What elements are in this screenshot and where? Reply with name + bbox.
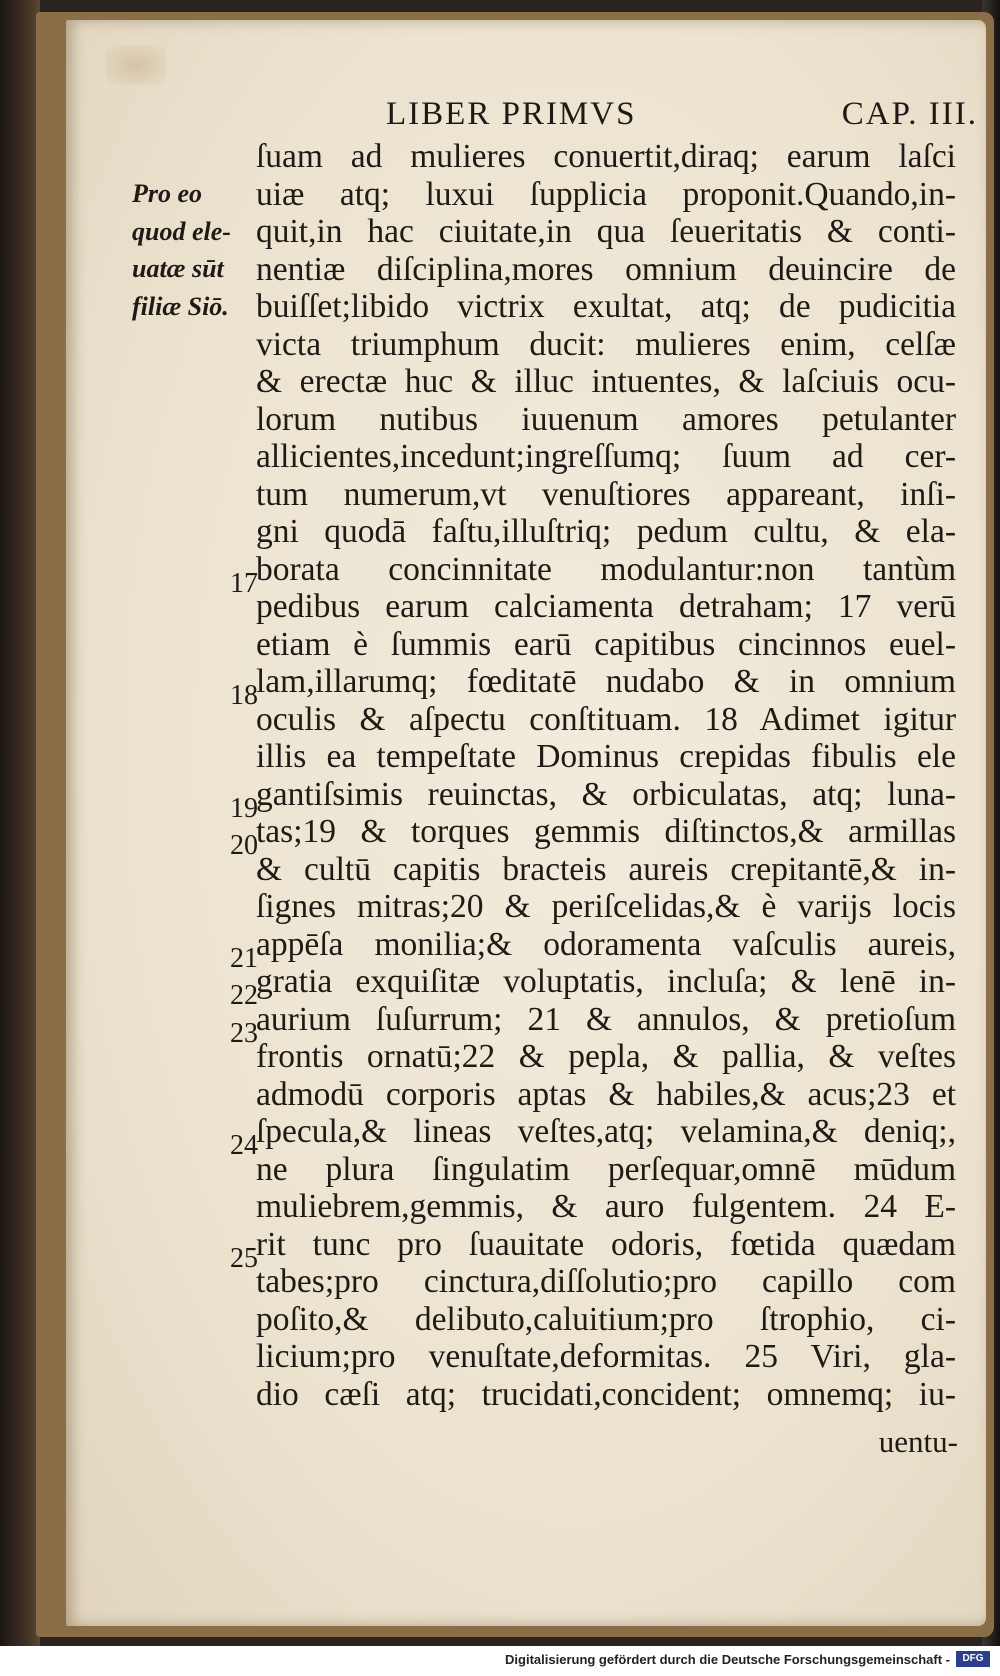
text-line: ne plura ſingulatim perſequar,omnē mūdum: [256, 1150, 956, 1188]
book-page: [36, 12, 994, 1637]
verse-number: 19: [230, 793, 258, 824]
marginal-note-line: quod ele-: [132, 216, 231, 246]
text-line: admodū corporis aptas & habiles,& acus;23 et: [256, 1075, 956, 1113]
paper-stain: [106, 45, 166, 85]
text-line: buiſſet;libido victrix exultat, atq; de pudicitia: [256, 288, 956, 325]
text-line: muliebrem,gemmis, & auro fulgentem. 24 E-: [256, 1188, 956, 1225]
text-line: lam,illarumq; fœditatē nudabo & in omnium: [256, 663, 956, 700]
text-line: lorum nutibus iuuenum amores petulanter: [256, 400, 956, 438]
text-line: quit,in hac ciuitate,in qua ſeueritatis & conti-: [256, 213, 956, 250]
dfg-logo: DFG: [956, 1651, 990, 1667]
running-header: [36, 86, 994, 136]
text-line: appēſa monilia;& odoramenta vaſculis aureis,: [256, 925, 956, 963]
text-line: dio cæſi atq; trucidati,concident; omnemq; iu-: [256, 1375, 956, 1413]
marginal-note: [132, 175, 252, 325]
text-line: pedibus earum calciamenta detraham; 17 verū: [256, 588, 956, 625]
catchword: uentu-: [878, 1424, 958, 1459]
verse-number: 25: [230, 1243, 258, 1274]
text-line: oculis & aſpectu conſtituam. 18 Adimet igitur: [256, 700, 956, 738]
footer-bar: [0, 1646, 1000, 1676]
chapter-number: CAP. III.: [841, 96, 978, 132]
text-line: illis ea tempeſtate Dominus crepidas fibulis ele: [256, 738, 956, 775]
text-line: tum numerum,vt venuſtiores appareant, inſi-: [256, 475, 956, 513]
text-line: ſuam ad mulieres conuertit,diraq; earum laſci: [256, 138, 956, 175]
verse-number: 18: [230, 680, 258, 711]
funding-note: Digitalisierung gefördert durch die Deutsche Forschungsgemeinschaft -: [505, 1652, 950, 1667]
book-spine: [0, 0, 40, 1646]
marginal-note-line: Pro eo: [132, 179, 203, 208]
text-line: frontis ornatū;22 & pepla, & pallia, & veſtes: [256, 1038, 956, 1075]
verse-number: 23: [230, 1018, 258, 1049]
text-line: gratia exquiſitæ voluptatis, incluſa; & lenē in-: [256, 963, 956, 1000]
body-text: [256, 138, 956, 1413]
text-line: poſito,& delibuto,caluitium;pro ſtrophio, ci-: [256, 1300, 956, 1338]
text-line: & cultū capitis bracteis aureis crepitantē,& in-: [256, 850, 956, 888]
text-line: gantiſsimis reuinctas, & orbiculatas, atq; luna-: [256, 775, 956, 813]
text-line: aurium ſuſurrum; 21 & annulos, & pretioſum: [256, 1000, 956, 1038]
text-line: licium;pro venuſtate,deformitas. 25 Viri, gla-: [256, 1338, 956, 1375]
text-line: borata concinnitate modulantur:non tantùm: [256, 550, 956, 588]
text-line: tabes;pro cinctura,diſſolutio;pro capillo com: [256, 1263, 956, 1300]
verse-number: 24: [230, 1130, 258, 1161]
text-line: rit tunc pro ſuauitate odoris, fœtida quædam: [256, 1225, 956, 1263]
text-line: & erectæ huc & illuc intuentes, & laſciuis ocu-: [256, 363, 956, 400]
text-line: nentiæ diſciplina,mores omnium deuincire de: [256, 250, 956, 288]
verse-number: 20: [230, 830, 258, 861]
verse-number: 17: [230, 568, 258, 599]
text-line: victa triumphum ducit: mulieres enim, celſæ: [256, 325, 956, 363]
verse-number: 22: [230, 980, 258, 1011]
running-title: LIBER PRIMVS: [386, 96, 637, 132]
text-line: gni quodā faſtu,illuſtriq; pedum cultu, & ela-: [256, 513, 956, 550]
text-line: etiam è ſummis earū capitibus cincinnos euel-: [256, 625, 956, 663]
text-line: ſpecula,& lineas veſtes,atq; velamina,& deniq;,: [256, 1113, 956, 1150]
text-line: ſignes mitras;20 & periſcelidas,& è varijs locis: [256, 888, 956, 925]
text-line: allicientes,incedunt;ingreſſumq; ſuum ad cer-: [256, 438, 956, 475]
text-line: uiæ atq; luxui ſupplicia proponit.Quando,in-: [256, 175, 956, 213]
text-line: tas;19 & torques gemmis diſtinctos,& armillas: [256, 813, 956, 850]
marginal-note-line: uatæ sūt: [132, 254, 224, 283]
verse-number: 21: [230, 943, 258, 974]
marginal-note-line: filiæ Siō.: [132, 291, 229, 321]
